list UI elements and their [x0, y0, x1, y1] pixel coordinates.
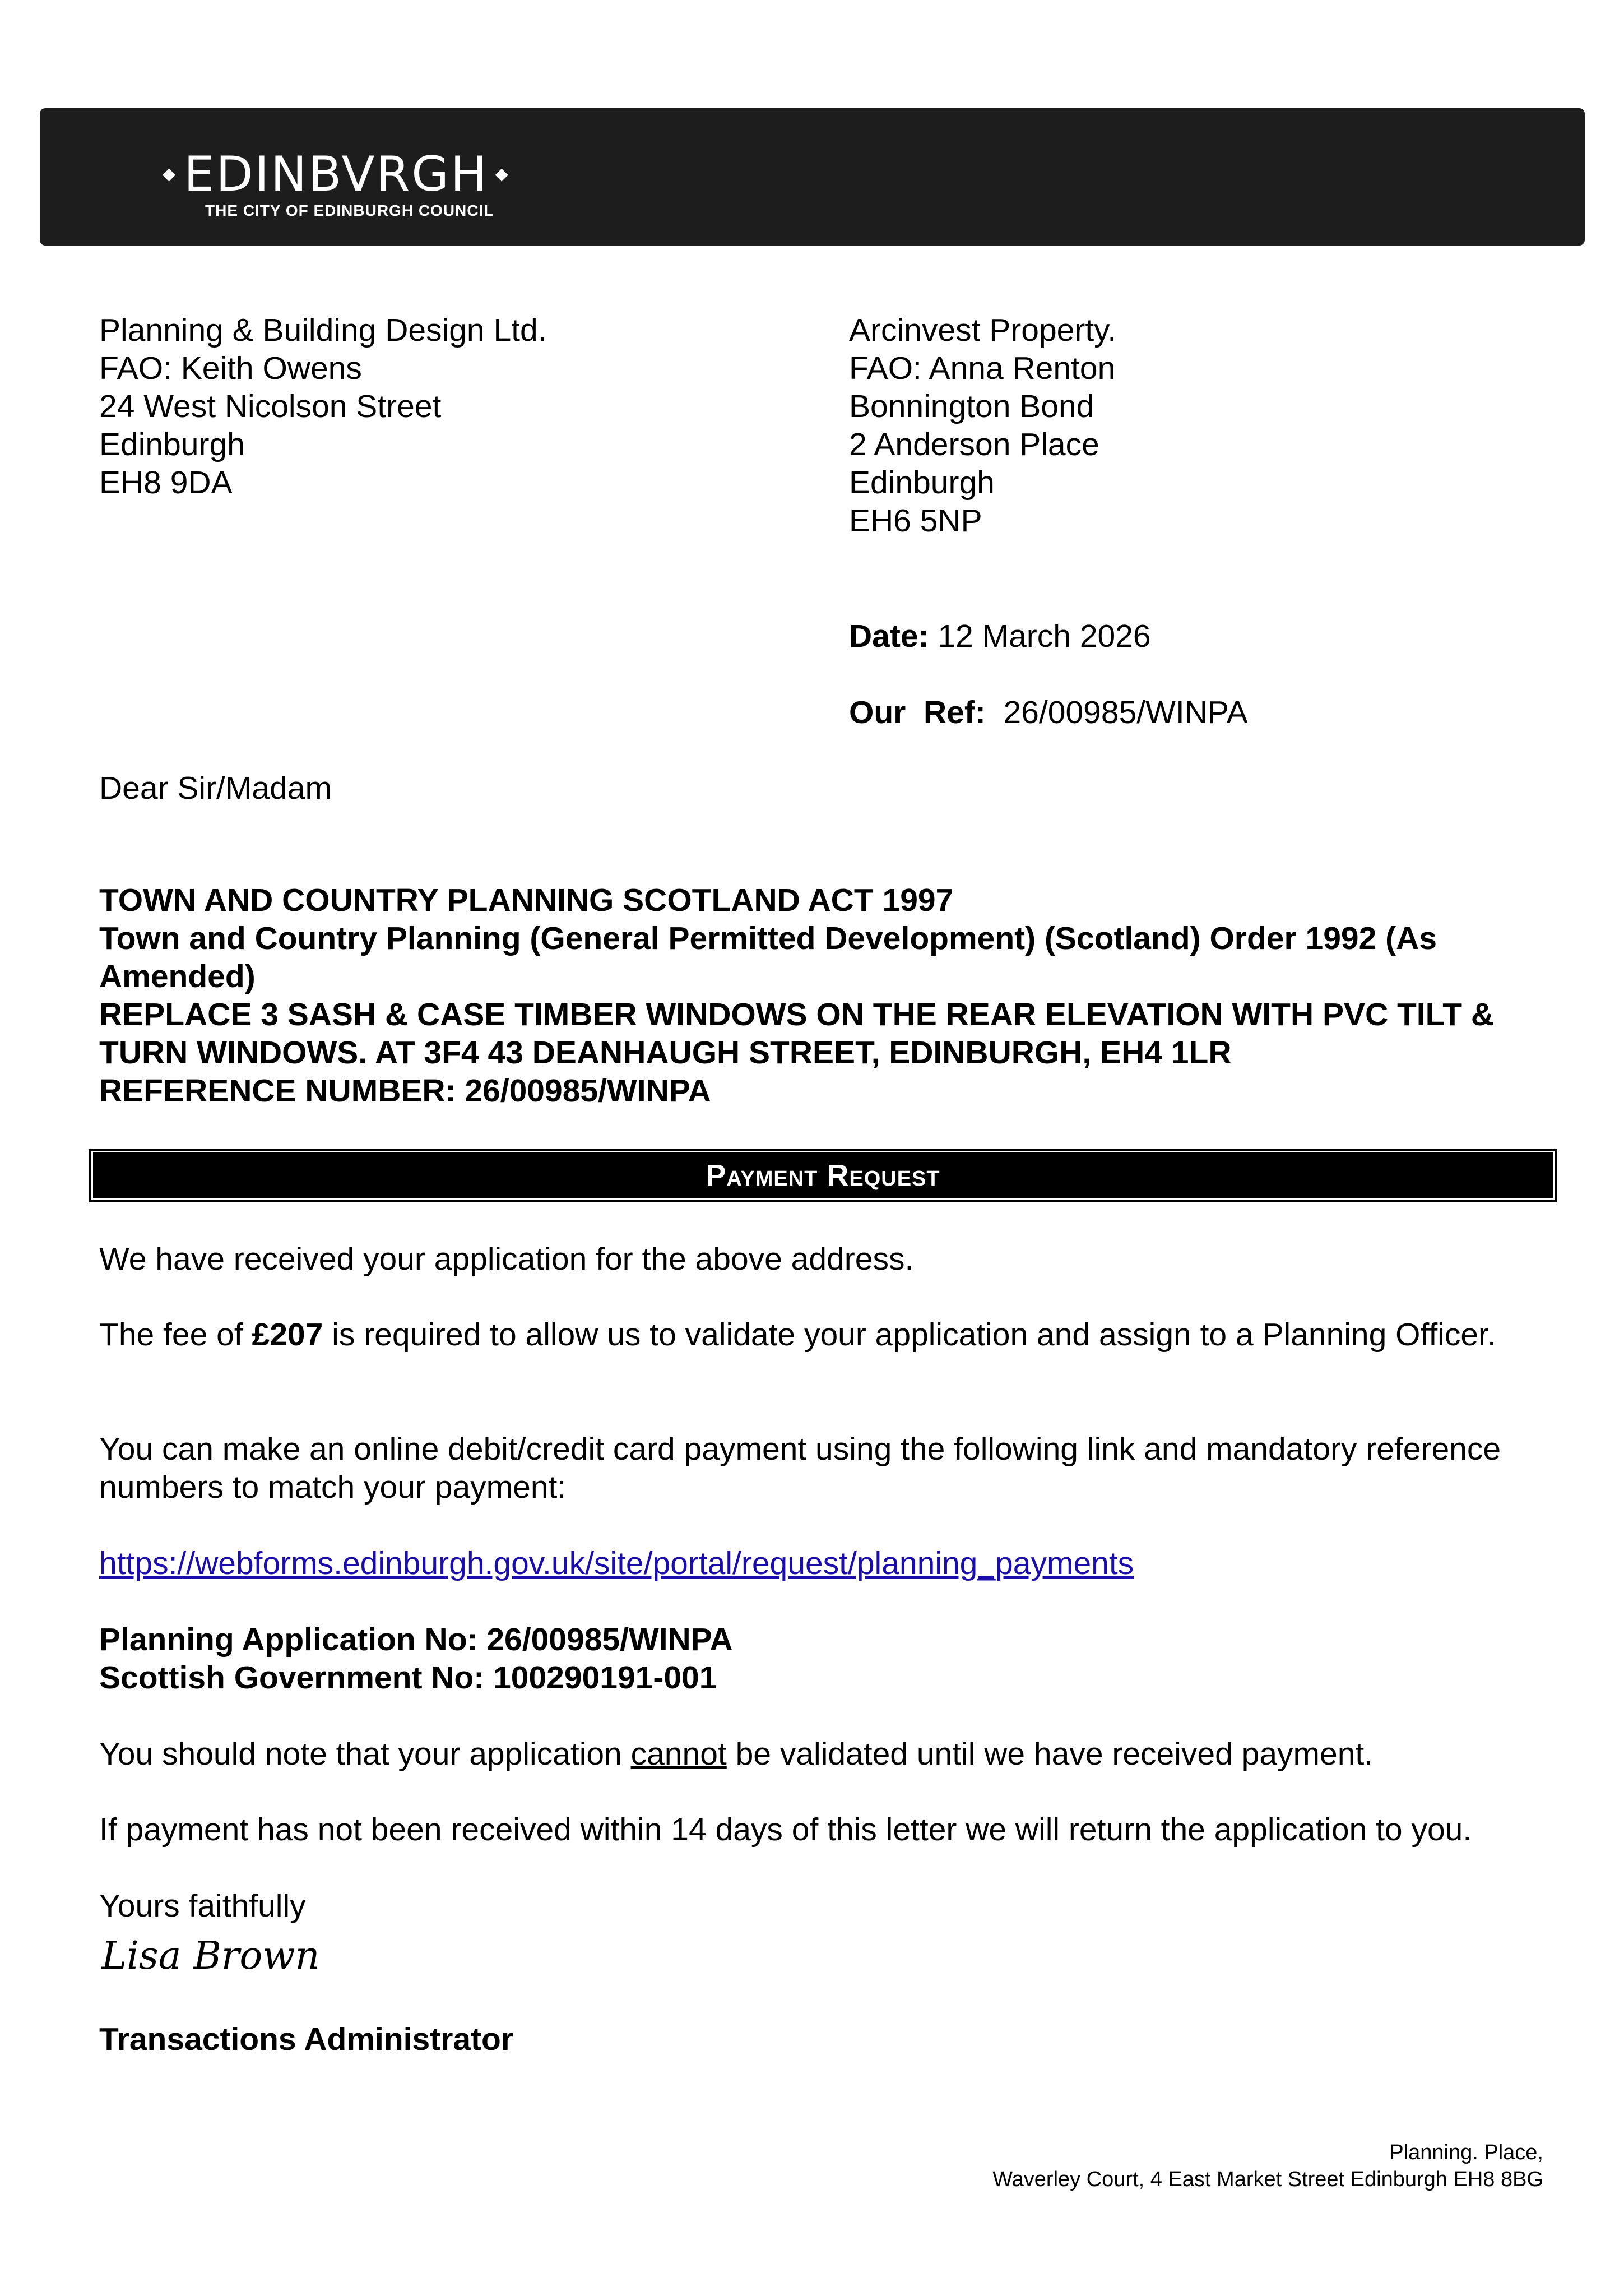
signature: [99, 1928, 346, 1990]
address-line: Planning & Building Design Ltd.: [99, 312, 547, 348]
letter-date: [849, 617, 1151, 655]
subject-heading: [99, 881, 1556, 1110]
section-title: Payment Request: [706, 1159, 940, 1192]
address-line: Edinburgh: [849, 465, 995, 501]
fee-text-before: The fee of: [99, 1317, 252, 1353]
scottish-government-no: Scottish Government No: 100290191-001: [99, 1660, 717, 1696]
payment-link-row: [99, 1544, 1556, 1582]
agent-address: [99, 311, 547, 502]
fee-text-after: is required to allow us to validate your application and assign to a Planning Officer.: [323, 1317, 1496, 1353]
logo-diamond-left-icon: ◆: [163, 164, 178, 184]
signatory-title: Transactions Administrator: [99, 2021, 514, 2057]
address-line: FAO: Anna Renton: [849, 350, 1116, 386]
heading-line: Town and Country Planning (General Permitted Development) (Scotland) Order 1992 (As Amended): [99, 920, 1437, 994]
address-line: 24 West Nicolson Street: [99, 388, 442, 424]
address-line: FAO: Keith Owens: [99, 350, 362, 386]
heading-line: REPLACE 3 SASH & CASE TIMBER WINDOWS ON THE REAR ELEVATION WITH PVC TILT & TURN WINDOWS. AT 3F4 43 DEANHAUGH STREET, EDINBURGH, EH4 1LR: [99, 997, 1495, 1071]
address-line: Edinburgh: [99, 427, 245, 462]
salutation: Dear Sir/Madam: [99, 770, 332, 806]
date-value: 12 March 2026: [938, 618, 1151, 654]
footer-line: Waverley Court, 4 East Market Street Edinburgh EH8 8BG: [992, 2168, 1543, 2191]
logo-subtitle: THE CITY OF EDINBURGH COUNCIL: [205, 202, 494, 219]
paragraph-payment-instructions: You can make an online debit/credit card payment using the following link and mandatory reference numbers to match your payment:: [99, 1431, 1501, 1505]
paragraph-fee: [99, 1316, 1556, 1354]
address-line: 2 Anderson Place: [849, 427, 1099, 462]
our-reference: [849, 693, 1248, 732]
address-line: Arcinvest Property.: [849, 312, 1117, 348]
note-underlined: cannot: [630, 1736, 727, 1772]
footer-line: Planning. Place,: [1389, 2141, 1543, 2164]
paragraph-return-notice: If payment has not been received within 14 days of this letter we will return the application to you.: [99, 1812, 1472, 1848]
signature-text: Lisa Brown: [101, 1934, 320, 1978]
payment-link[interactable]: https://webforms.edinburgh.gov.uk/site/portal/request/planning_payments: [99, 1545, 1134, 1581]
note-text-before: You should note that your application: [99, 1736, 631, 1772]
address-line: Bonnington Bond: [849, 388, 1094, 424]
council-logo: [163, 146, 510, 220]
logo-wordmark: EDINBVRGH: [184, 146, 489, 202]
application-numbers: [99, 1621, 1556, 1697]
logo-diamond-right-icon: ◆: [495, 164, 510, 184]
handwritten-signature-image: [99, 1928, 346, 1990]
address-line: EH8 9DA: [99, 465, 233, 501]
address-line: EH6 5NP: [849, 503, 982, 539]
date-label: Date:: [849, 618, 929, 654]
heading-line: REFERENCE NUMBER: 26/00985/WINPA: [99, 1073, 711, 1109]
applicant-address: [849, 311, 1116, 540]
footer-address: [992, 2139, 1543, 2193]
fee-amount: £207: [252, 1317, 323, 1353]
payment-request-bar: [89, 1149, 1557, 1202]
ref-label: Our Ref:: [849, 695, 986, 730]
heading-line: TOWN AND COUNTRY PLANNING SCOTLAND ACT 1997: [99, 882, 954, 918]
paragraph-received: We have received your application for the above address.: [99, 1241, 914, 1277]
closing: Yours faithfully: [99, 1888, 306, 1924]
paragraph-validation-note: [99, 1735, 1556, 1773]
planning-application-no: Planning Application No: 26/00985/WINPA: [99, 1622, 733, 1658]
ref-value: 26/00985/WINPA: [1003, 695, 1248, 730]
note-text-after: be validated until we have received payment.: [726, 1736, 1374, 1772]
